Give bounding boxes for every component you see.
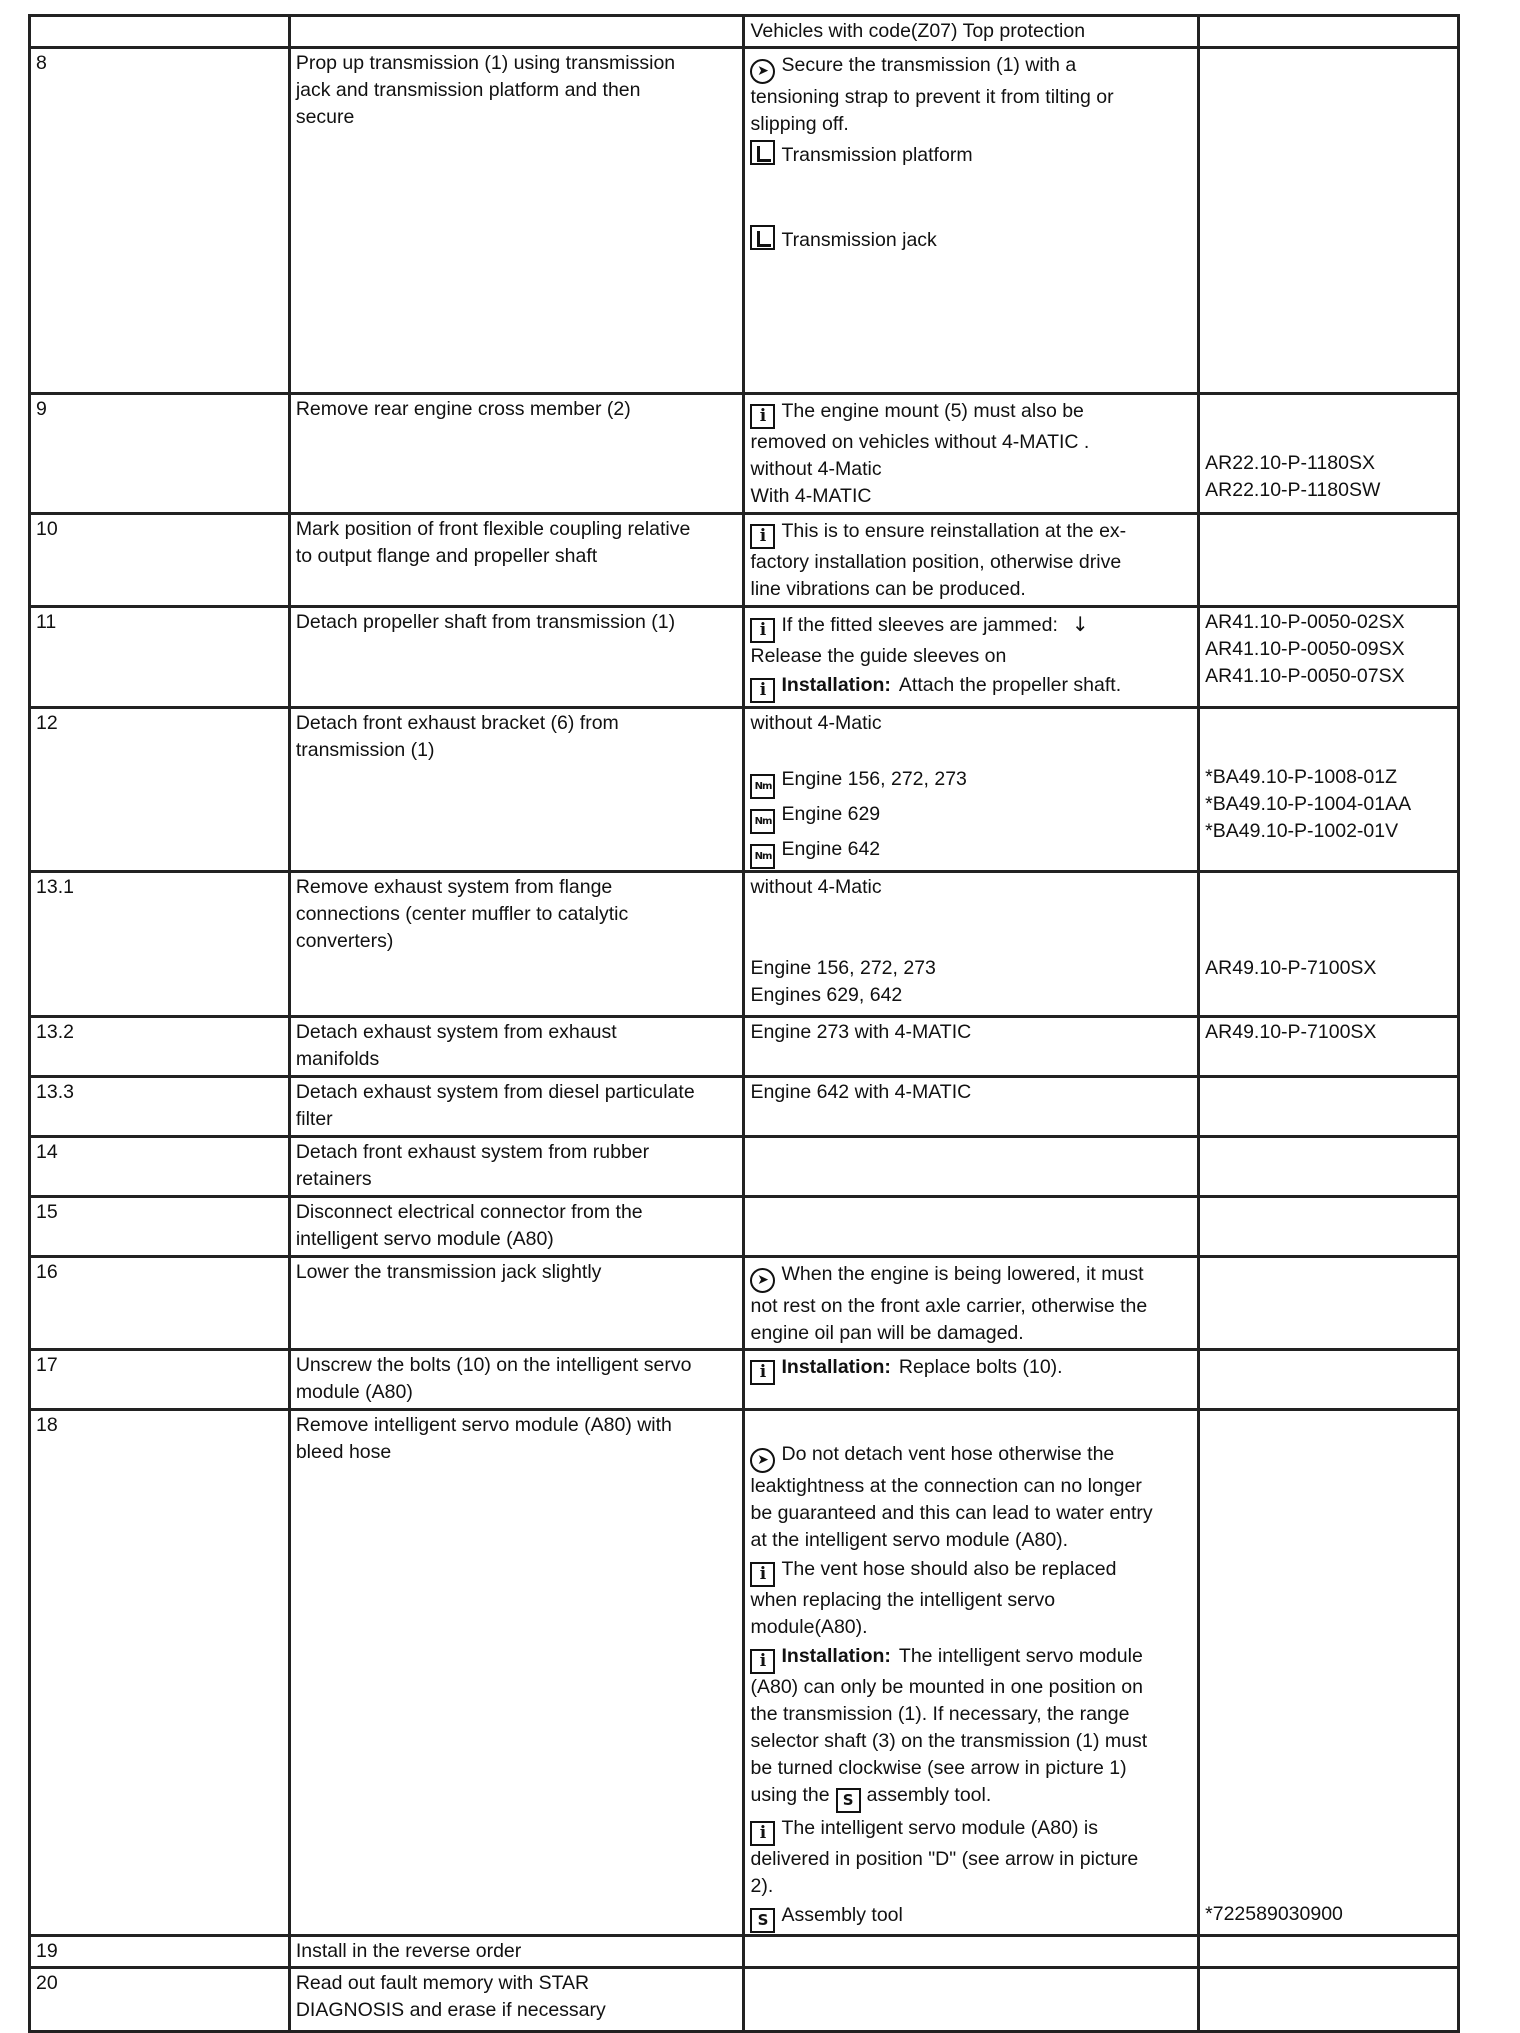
note-line	[750, 1199, 1193, 1226]
step-action	[289, 708, 744, 872]
note-text-after-icon: assembly tool.	[866, 1784, 992, 1806]
note-line	[750, 429, 1193, 456]
note-line	[750, 1614, 1193, 1641]
table-row	[30, 514, 1459, 607]
step-notes	[744, 708, 1199, 872]
step-number	[30, 1137, 290, 1197]
step-references	[1199, 514, 1459, 607]
note-line	[750, 1938, 1193, 1965]
step-references	[1199, 708, 1459, 872]
info-icon: i	[750, 524, 775, 549]
step-number-text: 20	[36, 1972, 58, 1994]
note-line	[750, 874, 1193, 901]
action-line: filter	[295, 1108, 333, 1130]
note-line	[750, 1320, 1193, 1347]
action-line	[296, 18, 739, 45]
step-action	[289, 16, 744, 48]
table-row	[30, 1017, 1459, 1077]
reference-link	[1205, 928, 1453, 955]
note-text: Release the guide sleeves on	[750, 645, 1007, 667]
note-text: Engine 156, 272, 273	[750, 957, 936, 979]
note-text: The intelligent servo module	[898, 1645, 1143, 1667]
reference-link[interactable]: *BA49.10-P-1008-01Z	[1205, 766, 1398, 788]
note-text: without 4-Matic	[750, 876, 882, 898]
note-text: When the engine is being lowered, it must	[781, 1263, 1144, 1285]
note-line	[750, 1815, 1193, 1846]
warning-icon: ➤	[750, 1448, 775, 1473]
step-references	[1199, 1350, 1459, 1410]
step-action	[289, 1197, 744, 1257]
table-row	[30, 708, 1459, 872]
note-text: Engine 273 with 4-MATIC	[750, 1021, 972, 1043]
note-text: 2).	[750, 1875, 774, 1897]
note-text: tensioning strap to prevent it from tilting or	[750, 86, 1114, 108]
note-text: The engine mount (5) must also be	[781, 400, 1084, 422]
note-line	[750, 398, 1193, 429]
step-number-text: 11	[36, 611, 57, 633]
step-references	[1199, 394, 1459, 514]
step-action	[289, 872, 744, 1017]
note-text: factory installation position, otherwise drive	[750, 551, 1122, 573]
step-action	[289, 48, 744, 394]
table-row	[30, 1257, 1459, 1350]
action-line: Detach front exhaust system from rubber	[295, 1141, 650, 1163]
step-action	[289, 1137, 744, 1197]
note-text: Transmission platform	[781, 144, 973, 166]
note-line	[750, 982, 1193, 1009]
table-row	[30, 16, 1459, 48]
table-row	[30, 872, 1459, 1017]
note-text: using the	[750, 1784, 830, 1806]
note-text: Engines 629, 642	[750, 984, 903, 1006]
action-line: DIAGNOSIS and erase if necessary	[295, 1999, 606, 2021]
note-text: be guaranteed and this can lead to water entry	[750, 1502, 1153, 1524]
step-number	[30, 872, 290, 1017]
step-number	[30, 607, 290, 708]
note-line	[750, 483, 1193, 510]
step-references	[1199, 48, 1459, 394]
step-notes	[744, 1017, 1199, 1077]
note-line	[750, 140, 1193, 169]
note-text: selector shaft (3) on the transmission (1) must	[750, 1730, 1148, 1752]
note-line	[750, 710, 1193, 737]
info-icon: i	[750, 618, 775, 643]
note-line	[750, 169, 1193, 196]
action-line: to output flange and propeller shaft	[295, 545, 598, 567]
note-text: (A80) can only be mounted in one position on	[750, 1676, 1143, 1698]
info-icon: i	[750, 1360, 775, 1385]
table-row	[30, 394, 1459, 514]
note-line	[750, 643, 1193, 670]
note-line	[750, 955, 1193, 982]
table-row	[30, 1197, 1459, 1257]
step-notes	[744, 1410, 1199, 1936]
note-line	[750, 576, 1193, 603]
note-line	[750, 1674, 1193, 1701]
step-number-text: 14	[36, 1141, 58, 1163]
step-number	[30, 1077, 290, 1137]
step-number-text: 17	[36, 1354, 58, 1376]
table-row	[30, 1077, 1459, 1137]
reference-link	[1205, 396, 1453, 423]
table-row	[30, 1137, 1459, 1197]
torque-icon: Nm	[750, 844, 775, 869]
installation-label: Installation:	[781, 674, 891, 696]
note-line	[750, 1441, 1193, 1473]
note-line	[750, 1846, 1193, 1873]
table-row	[30, 1410, 1459, 1936]
reference-link	[1205, 1139, 1453, 1166]
note-line	[750, 1354, 1193, 1385]
note-text: module(A80).	[750, 1616, 868, 1638]
note-text: delivered in position "D" (see arrow in picture	[750, 1848, 1139, 1870]
note-line	[750, 1527, 1193, 1554]
action-line: Remove exhaust system from flange	[295, 876, 613, 898]
step-number	[30, 514, 290, 607]
note-text: engine oil pan will be damaged.	[750, 1322, 1024, 1344]
warning-icon: ➤	[750, 1268, 775, 1293]
note-line	[750, 1755, 1193, 1782]
note-text: Transmission jack	[781, 229, 937, 251]
step-notes	[744, 16, 1199, 48]
note-text: Engine 629	[781, 803, 881, 825]
step-number-text: 13.3	[36, 1081, 74, 1103]
info-icon: i	[750, 404, 775, 429]
step-references	[1199, 1410, 1459, 1936]
reference-link[interactable]: *722589030900	[1205, 1903, 1343, 1925]
info-icon: i	[750, 1649, 775, 1674]
note-text: when replacing the intelligent servo	[750, 1589, 1056, 1611]
note-line	[750, 1500, 1193, 1527]
reference-link	[1205, 1199, 1453, 1226]
note-text: be turned clockwise (see arrow in picture 1)	[750, 1757, 1127, 1779]
torque-icon: Nm	[750, 774, 775, 799]
action-line: secure	[295, 106, 355, 128]
note-line	[750, 1139, 1193, 1166]
step-number	[30, 708, 290, 872]
note-line	[750, 84, 1193, 111]
action-line: retainers	[295, 1168, 372, 1190]
reference-link[interactable]: *BA49.10-P-1004-01AA	[1205, 793, 1412, 815]
step-references	[1199, 1936, 1459, 1968]
step-action	[289, 514, 744, 607]
note-line	[750, 766, 1193, 799]
action-line: intelligent servo module (A80)	[295, 1228, 554, 1250]
note-text: without 4-Matic	[750, 458, 882, 480]
action-line: Detach front exhaust bracket (6) from	[295, 712, 619, 734]
reference-link	[1205, 423, 1453, 450]
installation-label: Installation:	[781, 1356, 891, 1378]
action-line: jack and transmission platform and then	[295, 79, 641, 101]
note-line	[750, 801, 1193, 834]
reference-link	[1205, 737, 1453, 764]
step-action	[289, 1017, 744, 1077]
note-line	[750, 1293, 1193, 1320]
reference-link[interactable]: AR22.10-P-1180SW	[1205, 479, 1381, 501]
note-line	[750, 1728, 1193, 1755]
reference-link	[1205, 1259, 1453, 1286]
note-text: Secure the transmission (1) with a	[781, 54, 1077, 76]
action-line: connections (center muffler to catalytic	[295, 903, 629, 925]
step-number-text: 15	[36, 1201, 58, 1223]
reference-link	[1205, 1079, 1453, 1106]
step-notes	[744, 48, 1199, 394]
step-action	[289, 1257, 744, 1350]
warning-icon: ➤	[750, 59, 775, 84]
note-line	[750, 111, 1193, 138]
step-notes	[744, 1197, 1199, 1257]
note-line	[750, 1873, 1193, 1900]
reference-link	[1205, 874, 1453, 901]
note-text: at the intelligent servo module (A80).	[750, 1529, 1069, 1551]
action-line: Disconnect electrical connector from the	[295, 1201, 643, 1223]
note-text: If the fitted sleeves are jammed:	[781, 614, 1058, 636]
step-action	[289, 607, 744, 708]
step-number	[30, 1257, 290, 1350]
step-references	[1199, 607, 1459, 708]
step-action	[289, 1350, 744, 1410]
note-text: Replace bolts (10).	[898, 1356, 1063, 1378]
special-tool-icon	[750, 225, 775, 250]
note-line	[750, 1701, 1193, 1728]
info-icon: i	[750, 1562, 775, 1587]
note-text: not rest on the front axle carrier, otherwise the	[750, 1295, 1148, 1317]
note-text: removed on vehicles without 4-MATIC .	[750, 431, 1090, 453]
note-text: Engine 642	[781, 838, 881, 860]
reference-link	[1205, 50, 1453, 77]
reference-link	[1205, 1970, 1453, 1997]
note-line	[750, 901, 1193, 928]
step-notes	[744, 1936, 1199, 1968]
step-number	[30, 1410, 290, 1936]
step-number	[30, 1350, 290, 1410]
note-line	[750, 1412, 1193, 1439]
note-line	[750, 1019, 1193, 1046]
note-line	[750, 836, 1193, 869]
note-line	[750, 196, 1193, 223]
note-text: Do not detach vent hose otherwise the	[781, 1443, 1115, 1465]
step-number-text: 13.2	[36, 1021, 74, 1043]
action-line: converters)	[295, 930, 394, 952]
reference-link[interactable]: AR49.10-P-7100SX	[1205, 957, 1377, 979]
reference-link[interactable]: AR41.10-P-0050-02SX	[1205, 611, 1405, 633]
note-text: Engine 642 with 4-MATIC	[750, 1081, 972, 1103]
step-references	[1199, 1257, 1459, 1350]
step-number-text: 16	[36, 1261, 58, 1283]
note-text: line vibrations can be produced.	[750, 578, 1026, 600]
step-number	[30, 394, 290, 514]
table-row	[30, 1350, 1459, 1410]
action-line: Detach exhaust system from diesel particulate	[295, 1081, 695, 1103]
action-line: manifolds	[295, 1048, 380, 1070]
step-notes	[744, 872, 1199, 1017]
note-text: This is to ensure reinstallation at the ex-	[781, 520, 1127, 542]
note-text: Assembly tool	[781, 1904, 903, 1926]
arrow-down-icon: ↓	[1071, 612, 1089, 636]
note-line	[750, 1473, 1193, 1500]
step-number-text: 18	[36, 1414, 58, 1436]
note-line	[750, 456, 1193, 483]
note-line	[750, 1587, 1193, 1614]
reference-link[interactable]: *BA49.10-P-1002-01V	[1205, 820, 1399, 842]
step-number-text: 9	[36, 398, 47, 420]
step-number	[30, 1017, 290, 1077]
note-text: With 4-MATIC	[750, 485, 872, 507]
note-line	[750, 1782, 1193, 1813]
note-text: The vent hose should also be replaced	[781, 1558, 1117, 1580]
step-notes	[744, 394, 1199, 514]
reference-link	[1205, 1938, 1453, 1965]
reference-link[interactable]: AR41.10-P-0050-09SX	[1205, 638, 1405, 660]
action-line: Prop up transmission (1) using transmission	[295, 52, 676, 74]
step-references	[1199, 872, 1459, 1017]
note-line	[750, 52, 1193, 84]
note-line	[750, 18, 1193, 45]
step-notes	[744, 1350, 1199, 1410]
step-number	[30, 1197, 290, 1257]
step-notes	[744, 607, 1199, 708]
step-action	[289, 1936, 744, 1968]
step-notes	[744, 1257, 1199, 1350]
note-line	[750, 1902, 1193, 1933]
step-references	[1199, 1137, 1459, 1197]
step-references	[1199, 1197, 1459, 1257]
note-text: leaktightness at the connection can no longer	[750, 1475, 1142, 1497]
step-references	[1199, 1017, 1459, 1077]
note-text: The intelligent servo module (A80) is	[781, 1817, 1098, 1839]
info-icon: i	[750, 678, 775, 703]
step-action	[289, 1077, 744, 1137]
action-line: Detach propeller shaft from transmission (1)	[295, 611, 676, 633]
reference-link	[1205, 901, 1453, 928]
note-line	[750, 518, 1193, 549]
note-line	[750, 611, 1193, 643]
step-references	[1199, 1077, 1459, 1137]
table-row	[30, 1936, 1459, 1968]
step-action	[289, 1410, 744, 1936]
action-line: Remove intelligent servo module (A80) with	[295, 1414, 672, 1436]
info-icon: i	[750, 1821, 775, 1846]
note-line	[750, 225, 1193, 254]
step-action	[289, 394, 744, 514]
step-number-text: 8	[36, 52, 47, 74]
torque-icon: Nm	[750, 809, 775, 834]
step-number-text: 12	[36, 712, 58, 734]
table-row	[30, 48, 1459, 394]
action-line: module (A80)	[295, 1381, 413, 1403]
assembly-tool-icon: S	[836, 1788, 861, 1813]
reference-link[interactable]: AR41.10-P-0050-07SX	[1205, 665, 1405, 687]
note-text: Engine 156, 272, 273	[781, 768, 967, 790]
reference-link[interactable]: AR22.10-P-1180SX	[1205, 452, 1375, 474]
note-line	[750, 549, 1193, 576]
reference-link	[1205, 1352, 1453, 1379]
note-text: slipping off.	[750, 113, 849, 135]
note-text: the transmission (1). If necessary, the range	[750, 1703, 1130, 1725]
step-notes	[744, 1077, 1199, 1137]
note-line	[750, 1261, 1193, 1293]
special-tool-icon	[750, 140, 775, 165]
action-line: Mark position of front flexible coupling relative	[295, 518, 691, 540]
note-line	[750, 928, 1193, 955]
action-line: Remove rear engine cross member (2)	[295, 398, 631, 420]
reference-link	[1205, 710, 1453, 737]
step-number	[30, 48, 290, 394]
step-notes	[744, 514, 1199, 607]
reference-link[interactable]: AR49.10-P-7100SX	[1205, 1021, 1377, 1043]
step-references	[1199, 16, 1459, 48]
step-number-text: 19	[36, 1940, 58, 1962]
note-line	[750, 737, 1193, 764]
step-number-text: 10	[36, 518, 58, 540]
action-line: Lower the transmission jack slightly	[295, 1261, 602, 1283]
action-line: Install in the reverse order	[295, 1940, 522, 1962]
step-number-text: 13.1	[36, 876, 74, 898]
step-notes	[744, 1137, 1199, 1197]
note-line	[750, 1643, 1193, 1674]
note-line	[750, 1079, 1193, 1106]
action-line: Detach exhaust system from exhaust	[295, 1021, 617, 1043]
note-text: without 4-Matic	[750, 712, 882, 734]
step-number	[30, 16, 290, 48]
note-line	[750, 672, 1193, 703]
assembly-tool-icon: S	[750, 1908, 775, 1933]
installation-label: Installation:	[781, 1645, 891, 1667]
note-text: Attach the propeller shaft.	[898, 674, 1122, 696]
action-line: Unscrew the bolts (10) on the intelligent servo	[295, 1354, 692, 1376]
note-text: Vehicles with code(Z07) Top protection	[750, 20, 1086, 42]
note-line	[750, 1556, 1193, 1587]
reference-link	[1205, 18, 1453, 45]
action-line: transmission (1)	[295, 739, 435, 761]
table-row	[30, 607, 1459, 708]
note-line	[750, 1970, 1193, 1997]
action-line: Read out fault memory with STAR	[295, 1972, 590, 1994]
reference-link	[1205, 516, 1453, 543]
step-number	[30, 1936, 290, 1968]
procedure-table	[28, 14, 1460, 2033]
action-line: bleed hose	[295, 1441, 392, 1463]
